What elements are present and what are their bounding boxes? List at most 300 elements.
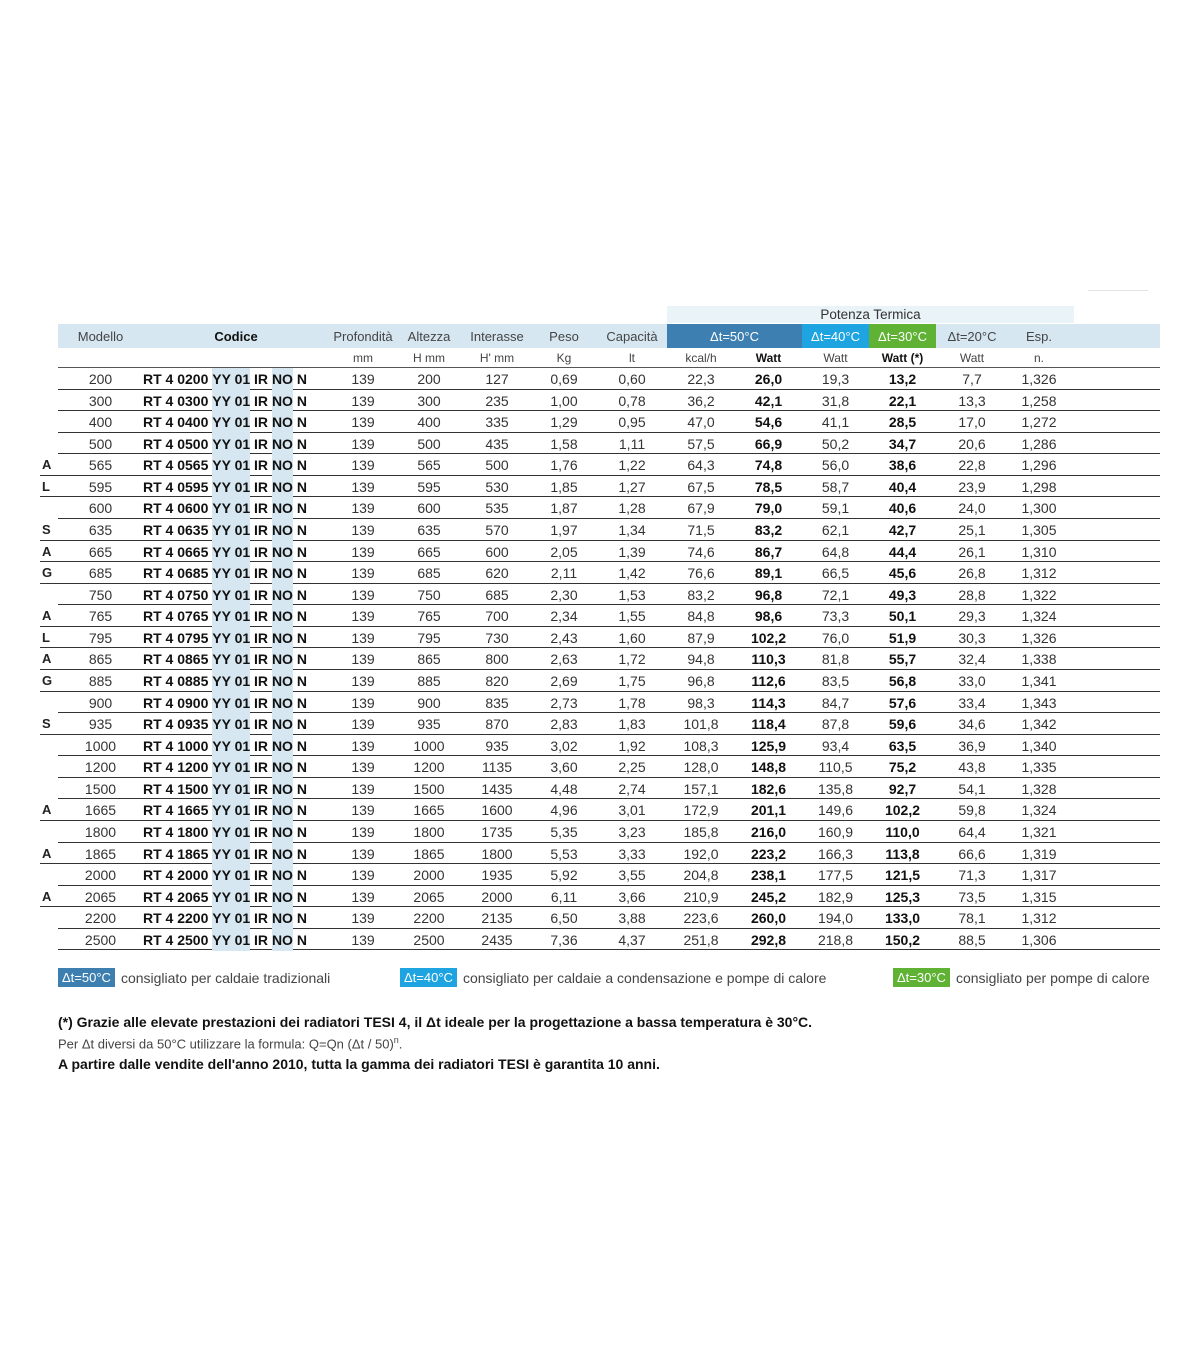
code-segment: YY 01 <box>212 390 250 412</box>
code-segment: RT 4 0685 <box>143 565 213 582</box>
cell-altezza: 1000 <box>413 737 445 754</box>
code-segment: NO <box>272 886 293 908</box>
cell-esp: 1,306 <box>1021 931 1057 948</box>
group-letter: A <box>42 888 52 904</box>
code-segment: IR <box>250 500 272 517</box>
cell-profondita: 139 <box>351 586 375 603</box>
code-segment: RT 4 0500 <box>143 435 213 452</box>
cell-capacita: 3,55 <box>618 867 646 884</box>
code-segment: NO <box>272 411 293 433</box>
cell-codice <box>143 605 307 626</box>
cell-codice <box>143 670 307 691</box>
code-segment: IR <box>250 694 272 711</box>
code-segment: YY 01 <box>212 454 250 476</box>
header-modello: Modello <box>77 329 124 344</box>
cell-watt20: 23,9 <box>958 478 986 495</box>
code-segment: IR <box>250 802 272 819</box>
cell-esp: 1,324 <box>1021 802 1057 819</box>
cell-codice <box>143 390 307 411</box>
cell-codice <box>143 497 307 518</box>
table-row <box>0 648 1200 670</box>
cell-profondita: 139 <box>351 435 375 452</box>
legend-dt50-badge: Δt=50°C <box>58 968 115 987</box>
cell-modello: 900 <box>88 694 113 711</box>
cell-codice <box>143 886 307 907</box>
code-segment: N <box>292 737 307 754</box>
cell-esp: 1,342 <box>1021 716 1057 733</box>
cell-codice <box>143 411 307 432</box>
cell-watt40: 110,5 <box>818 759 853 776</box>
code-segment: RT 4 0935 <box>143 716 213 733</box>
cell-esp: 1,335 <box>1021 759 1057 776</box>
cell-watt30: 102,2 <box>884 802 921 819</box>
code-segment: RT 4 0635 <box>143 521 213 538</box>
cell-watt20: 71,3 <box>958 867 986 884</box>
cell-profondita: 139 <box>351 543 375 560</box>
code-segment: RT 4 0795 <box>143 629 213 646</box>
code-segment: RT 4 2200 <box>143 910 213 927</box>
header-interasse: Interasse <box>470 329 524 344</box>
code-segment: RT 4 0900 <box>143 694 213 711</box>
code-segment: IR <box>250 629 272 646</box>
cell-watt30: 92,7 <box>888 780 917 797</box>
cell-watt30: 121,5 <box>884 867 921 884</box>
cell-altezza: 900 <box>417 694 441 711</box>
code-segment: YY 01 <box>212 497 250 519</box>
cell-peso: 5,92 <box>550 867 578 884</box>
cell-watt20: 28,8 <box>958 586 986 603</box>
code-segment: N <box>292 802 307 819</box>
unit-peso: Kg <box>556 351 572 365</box>
cell-capacita: 1,53 <box>618 586 646 603</box>
cell-profondita: 139 <box>351 694 375 711</box>
cell-interasse: 535 <box>485 500 509 517</box>
cell-capacita: 3,01 <box>618 802 646 819</box>
cell-interasse: 600 <box>485 543 509 560</box>
cell-profondita: 139 <box>351 565 375 582</box>
cell-modello: 565 <box>88 457 113 474</box>
cell-watt50: 86,7 <box>754 543 783 560</box>
cell-altezza: 665 <box>417 543 441 560</box>
cell-peso: 4,96 <box>550 802 578 819</box>
table-row <box>0 411 1200 433</box>
cell-capacita: 3,88 <box>618 910 646 927</box>
code-segment: IR <box>250 565 272 582</box>
cell-kcal: 47,0 <box>687 414 715 431</box>
table-row <box>0 497 1200 519</box>
header-peso: Peso <box>549 329 579 344</box>
code-segment: NO <box>272 476 293 498</box>
cell-altezza: 2065 <box>413 888 445 905</box>
cell-peso: 2,43 <box>550 629 578 646</box>
code-segment: N <box>292 543 307 560</box>
cell-capacita: 3,66 <box>618 888 646 905</box>
cell-interasse: 835 <box>485 694 509 711</box>
code-segment: NO <box>272 605 293 627</box>
cell-esp: 1,298 <box>1021 478 1057 495</box>
cell-watt50: 78,5 <box>754 478 783 495</box>
cell-esp: 1,258 <box>1021 392 1057 409</box>
cell-kcal: 36,2 <box>687 392 715 409</box>
cell-capacita: 1,72 <box>618 651 646 668</box>
cell-altezza: 795 <box>417 629 441 646</box>
cell-peso: 1,85 <box>550 478 578 495</box>
cell-watt40: 218,8 <box>817 931 854 948</box>
cell-watt20: 33,0 <box>958 672 986 689</box>
code-segment: N <box>292 845 307 862</box>
code-segment: YY 01 <box>212 411 250 433</box>
code-segment: RT 4 0765 <box>143 608 213 625</box>
cell-altezza: 865 <box>417 651 441 668</box>
unit-kcal: kcal/h <box>685 351 717 365</box>
code-segment: N <box>292 867 307 884</box>
code-segment: YY 01 <box>212 735 250 757</box>
table-row <box>0 886 1200 908</box>
code-segment: NO <box>272 799 293 821</box>
cell-modello: 885 <box>88 672 113 689</box>
header-capacita: Capacità <box>606 329 658 344</box>
header-dt30: Δt=30°C <box>869 324 936 348</box>
code-segment: NO <box>272 433 293 455</box>
cell-watt20: 13,3 <box>958 392 986 409</box>
cell-altezza: 750 <box>417 586 441 603</box>
cell-codice <box>143 843 307 864</box>
cell-profondita: 139 <box>351 759 375 776</box>
code-segment: IR <box>250 823 272 840</box>
code-segment: YY 01 <box>212 886 250 908</box>
cell-codice <box>143 584 307 605</box>
cell-esp: 1,326 <box>1021 371 1057 387</box>
code-segment: RT 4 0300 <box>143 392 213 409</box>
cell-watt50: 245,2 <box>750 888 787 905</box>
legend-dt40 <box>400 968 826 987</box>
unit-interasse: H' mm <box>479 351 515 365</box>
cell-watt20: 34,6 <box>958 716 986 733</box>
cell-watt50: 89,1 <box>754 565 783 582</box>
cell-altezza: 2500 <box>413 931 445 948</box>
cell-interasse: 2435 <box>481 931 513 948</box>
cell-codice <box>143 476 307 497</box>
code-segment: IR <box>250 414 272 431</box>
cell-kcal: 57,5 <box>687 435 715 452</box>
cell-watt20: 88,5 <box>958 931 986 948</box>
legend-dt30 <box>893 968 1150 987</box>
cell-esp: 1,319 <box>1021 845 1057 862</box>
code-segment: RT 4 0665 <box>143 543 213 560</box>
cell-modello: 2200 <box>84 910 117 927</box>
code-segment: N <box>292 716 307 733</box>
code-segment: IR <box>250 457 272 474</box>
cell-esp: 1,286 <box>1021 435 1057 452</box>
code-segment: NO <box>272 541 293 563</box>
code-segment: RT 4 1865 <box>143 845 213 862</box>
table-row <box>0 476 1200 498</box>
cell-altezza: 600 <box>417 500 441 517</box>
code-segment: NO <box>272 648 293 670</box>
table-row <box>0 627 1200 649</box>
cell-watt40: 81,8 <box>821 651 850 668</box>
cell-watt30: 45,6 <box>888 565 917 582</box>
table-row <box>0 778 1200 800</box>
cell-watt20: 17,0 <box>958 414 986 431</box>
cell-peso: 2,11 <box>550 565 578 582</box>
cell-modello: 750 <box>88 586 113 603</box>
code-segment: IR <box>250 521 272 538</box>
code-segment: IR <box>250 780 272 797</box>
cell-watt20: 78,1 <box>958 910 986 927</box>
code-segment: NO <box>272 519 293 541</box>
cell-watt30: 125,3 <box>884 888 921 905</box>
cell-watt40: 73,3 <box>821 608 850 625</box>
cell-watt20: 66,6 <box>958 845 986 862</box>
cell-altezza: 635 <box>417 521 441 538</box>
cell-watt20: 54,1 <box>958 780 986 797</box>
code-segment: RT 4 0885 <box>143 672 213 689</box>
cell-modello: 1865 <box>84 845 117 862</box>
cell-kcal: 210,9 <box>683 888 719 905</box>
legend-dt30-badge: Δt=30°C <box>893 968 950 987</box>
cell-esp: 1,305 <box>1021 521 1057 538</box>
cell-altezza: 685 <box>417 565 441 582</box>
code-segment: NO <box>272 735 293 757</box>
cell-watt30: 51,9 <box>888 629 917 646</box>
cell-watt30: 34,7 <box>888 435 917 452</box>
cell-watt50: 292,8 <box>750 931 787 948</box>
cell-esp: 1,322 <box>1021 586 1057 603</box>
cell-watt30: 63,5 <box>888 737 917 754</box>
code-segment: IR <box>250 888 272 905</box>
cell-profondita: 139 <box>351 629 375 646</box>
cell-watt30: 75,2 <box>888 759 917 776</box>
cell-interasse: 1735 <box>481 823 513 840</box>
cell-codice <box>143 433 307 454</box>
code-segment: YY 01 <box>212 692 250 714</box>
code-segment: N <box>292 586 307 603</box>
cell-profondita: 139 <box>351 672 375 689</box>
code-segment: NO <box>272 756 293 778</box>
cell-watt30: 44,4 <box>888 543 917 560</box>
table-row <box>0 584 1200 606</box>
cell-watt20: 43,8 <box>958 759 986 776</box>
group-letter: A <box>42 802 52 818</box>
code-segment: NO <box>272 692 293 714</box>
code-segment: IR <box>250 608 272 625</box>
cell-watt30: 40,4 <box>888 478 917 495</box>
code-segment: NO <box>272 584 293 606</box>
table-row <box>0 454 1200 476</box>
cell-altezza: 565 <box>417 457 441 474</box>
cell-watt40: 194,0 <box>817 910 854 927</box>
code-segment: IR <box>250 737 272 754</box>
legend-dt50 <box>58 968 330 987</box>
cell-watt20: 25,1 <box>958 521 986 538</box>
cell-watt30: 59,6 <box>888 716 917 733</box>
code-segment: RT 4 1800 <box>143 823 213 840</box>
code-segment: RT 4 0565 <box>143 457 213 474</box>
unit-esp: n. <box>1033 351 1044 365</box>
table-row <box>0 929 1200 951</box>
code-segment: YY 01 <box>212 368 250 390</box>
cell-watt30: 55,7 <box>888 651 917 668</box>
code-segment: IR <box>250 543 272 560</box>
code-segment: NO <box>272 907 293 929</box>
cell-peso: 1,76 <box>550 457 578 474</box>
cell-codice <box>143 799 307 820</box>
cell-profondita: 139 <box>351 780 375 797</box>
code-segment: YY 01 <box>212 519 250 541</box>
cell-esp: 1,312 <box>1021 565 1057 582</box>
cell-kcal: 185,8 <box>683 823 719 840</box>
cell-watt50: 125,9 <box>750 737 787 754</box>
code-segment: N <box>292 392 307 409</box>
cell-esp: 1,324 <box>1021 608 1057 625</box>
code-segment: YY 01 <box>212 907 250 929</box>
cell-kcal: 192,0 <box>683 845 719 862</box>
cell-peso: 6,50 <box>550 910 578 927</box>
group-letter: S <box>42 521 51 537</box>
table-row <box>0 368 1200 390</box>
cell-watt40: 177,5 <box>817 867 854 884</box>
cell-modello: 200 <box>88 371 113 387</box>
cell-watt40: 84,7 <box>821 694 850 711</box>
cell-modello: 665 <box>88 543 113 560</box>
cell-interasse: 820 <box>485 672 509 689</box>
cell-watt50: 66,9 <box>754 435 783 452</box>
cell-watt50: 110,3 <box>751 651 786 668</box>
cell-peso: 1,58 <box>550 435 578 452</box>
cell-altezza: 2000 <box>413 867 445 884</box>
code-segment: N <box>292 371 307 387</box>
cell-peso: 1,87 <box>550 500 578 517</box>
cell-profondita: 139 <box>351 845 375 862</box>
cell-peso: 1,97 <box>550 521 578 538</box>
cell-watt20: 32,4 <box>958 651 986 668</box>
cell-capacita: 1,34 <box>618 521 646 538</box>
cell-watt50: 114,3 <box>751 694 786 711</box>
cell-watt50: 118,4 <box>751 716 786 733</box>
code-segment: NO <box>272 390 293 412</box>
cell-altezza: 500 <box>417 435 441 452</box>
header-dt20: Δt=20°C <box>947 329 997 344</box>
code-segment: NO <box>272 864 293 886</box>
cell-capacita: 1,60 <box>618 629 646 646</box>
decorative-line <box>1088 290 1148 291</box>
cell-altezza: 935 <box>417 716 441 733</box>
table-row <box>0 907 1200 929</box>
cell-watt40: 160,9 <box>817 823 854 840</box>
note-formula-exponent: n <box>393 1035 399 1045</box>
code-segment: RT 4 2065 <box>143 888 213 905</box>
code-segment: YY 01 <box>212 929 250 951</box>
cell-esp: 1,338 <box>1021 651 1057 668</box>
cell-watt20: 36,9 <box>958 737 986 754</box>
code-segment: YY 01 <box>212 864 250 886</box>
group-letter: G <box>42 565 53 581</box>
cell-watt50: 26,0 <box>754 371 783 387</box>
code-segment: N <box>292 521 307 538</box>
cell-watt40: 64,8 <box>821 543 850 560</box>
code-segment: RT 4 0865 <box>143 651 213 668</box>
cell-profondita: 139 <box>351 371 375 387</box>
code-segment: IR <box>250 910 272 927</box>
cell-esp: 1,321 <box>1021 823 1057 840</box>
cell-interasse: 235 <box>485 392 509 409</box>
code-segment: N <box>292 651 307 668</box>
cell-kcal: 101,8 <box>683 716 719 733</box>
cell-peso: 1,00 <box>550 392 578 409</box>
code-segment: N <box>292 759 307 776</box>
code-segment: RT 4 1000 <box>143 737 213 754</box>
table-row <box>0 713 1200 735</box>
note-warranty: A partire dalle vendite dell'anno 2010, tutta la gamma dei radiatori TESI è garantita 10 anni. <box>58 1056 660 1072</box>
cell-modello: 500 <box>88 435 113 452</box>
cell-codice <box>143 541 307 562</box>
cell-esp: 1,341 <box>1021 672 1057 689</box>
cell-watt20: 64,4 <box>958 823 986 840</box>
code-segment: IR <box>250 931 272 948</box>
cell-kcal: 67,5 <box>687 478 715 495</box>
code-segment: YY 01 <box>212 756 250 778</box>
cell-interasse: 127 <box>485 371 509 387</box>
cell-esp: 1,343 <box>1021 694 1057 711</box>
cell-codice <box>143 627 307 648</box>
cell-interasse: 700 <box>485 608 509 625</box>
table-row <box>0 864 1200 886</box>
cell-esp: 1,296 <box>1021 457 1057 474</box>
cell-capacita: 3,23 <box>618 823 646 840</box>
cell-interasse: 870 <box>485 716 509 733</box>
cell-watt30: 40,6 <box>888 500 917 517</box>
cell-codice <box>143 864 307 885</box>
cell-altezza: 2200 <box>413 910 445 927</box>
cell-kcal: 71,5 <box>687 521 715 538</box>
cell-watt50: 74,8 <box>754 457 783 474</box>
cell-peso: 5,35 <box>550 823 578 840</box>
cell-watt40: 41,1 <box>821 414 850 431</box>
cell-esp: 1,312 <box>1021 910 1057 927</box>
cell-profondita: 139 <box>351 392 375 409</box>
cell-peso: 2,83 <box>550 716 578 733</box>
cell-watt40: 166,3 <box>817 845 854 862</box>
code-segment: N <box>292 694 307 711</box>
cell-capacita: 1,11 <box>618 435 646 452</box>
cell-watt20: 29,3 <box>958 608 986 625</box>
cell-interasse: 435 <box>485 435 509 452</box>
cell-interasse: 335 <box>485 414 509 431</box>
cell-capacita: 1,78 <box>618 694 646 711</box>
code-segment: N <box>292 931 307 948</box>
code-segment: RT 4 0750 <box>143 586 213 603</box>
cell-kcal: 172,9 <box>683 802 719 819</box>
cell-esp: 1,310 <box>1021 543 1057 560</box>
table-row <box>0 390 1200 412</box>
cell-capacita: 0,78 <box>618 392 646 409</box>
code-segment: NO <box>272 497 293 519</box>
cell-modello: 935 <box>88 716 113 733</box>
cell-interasse: 1935 <box>481 867 513 884</box>
cell-codice <box>143 821 307 842</box>
cell-modello: 2065 <box>84 888 117 905</box>
cell-peso: 3,60 <box>550 759 578 776</box>
cell-modello: 685 <box>88 565 113 582</box>
cell-watt50: 182,6 <box>750 780 787 797</box>
cell-capacita: 3,33 <box>618 845 646 862</box>
cell-profondita: 139 <box>351 737 375 754</box>
cell-profondita: 139 <box>351 478 375 495</box>
cell-interasse: 2000 <box>481 888 513 905</box>
cell-capacita: 1,39 <box>618 543 646 560</box>
cell-modello: 1200 <box>84 759 117 776</box>
